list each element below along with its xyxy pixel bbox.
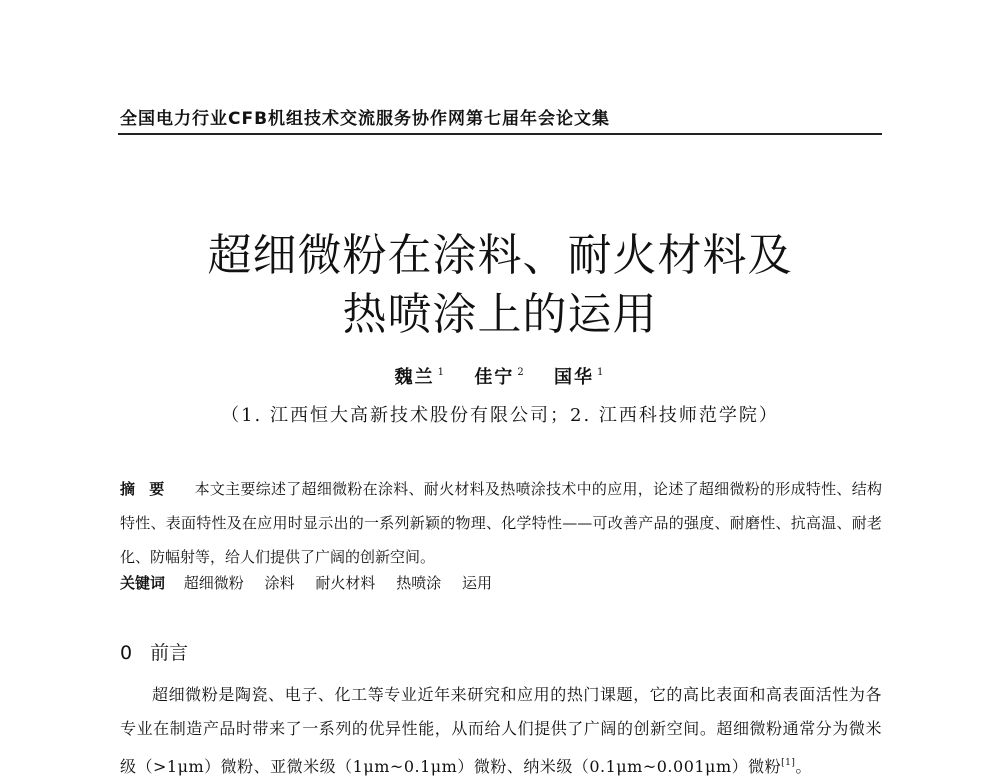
citation-ref: [1]	[781, 758, 796, 768]
author-name: 佳宁	[474, 367, 515, 388]
running-header: 全国电力行业CFB机组技术交流服务协作网第七届年会论文集	[120, 109, 611, 129]
author-affiliation-mark: 1	[437, 367, 447, 378]
author-affiliation-mark: 2	[517, 367, 526, 378]
keyword: 热喷涂	[396, 574, 442, 592]
affiliation: （1. 江西恒大高新技术股份有限公司；2. 江西科技师范学院）	[221, 405, 779, 426]
paper-title-line-1: 超细微粉在涂料、耐火材料及	[207, 230, 793, 281]
keyword: 涂料	[264, 574, 295, 592]
keywords	[120, 572, 882, 594]
abstract	[120, 472, 882, 574]
keyword: 运用	[461, 574, 492, 592]
author	[395, 367, 446, 388]
body-text: 超细微粉是陶瓷、电子、化工等专业近年来研究和应用的热门课题，它的高比表面和高表面活性为各专业在制造产品时带来了一系列的优异性能，从而给人们提供了广阔的创新空间。超细微粉通常分为微米级（>1μm）微粉、亚微米级（1μm~0.1μm）微粉、纳米级（0.1μm~0.001μm）微粉	[120, 685, 882, 776]
keyword: 超细微粉	[183, 574, 244, 592]
author-name: 魏兰	[394, 367, 435, 388]
author-affiliation-mark: 1	[596, 367, 606, 378]
author	[554, 367, 605, 388]
body-paragraph	[120, 678, 882, 784]
abstract-label: 摘要	[120, 480, 179, 498]
section-title: 前言	[150, 642, 189, 664]
author	[474, 367, 525, 388]
abstract-text: 本文主要综述了超细微粉在涂料、耐火材料及热喷涂技术中的应用，论述了超细微粉的形成特性、结构特性、表面特性及在应用时显示出的一系列新颖的物理、化学特性——可改善产品的强度、耐磨性、抗高温、耐老化、防幅射等，给人们提供了广阔的创新空间。	[120, 480, 882, 566]
paper-title-line-2: 热喷涂上的运用	[342, 289, 658, 340]
keyword: 耐火材料	[315, 574, 376, 592]
header-rule	[118, 133, 882, 135]
keywords-label: 关键词	[120, 574, 166, 592]
author-list	[0, 363, 1000, 389]
author-name: 国华	[553, 367, 594, 388]
section-heading	[120, 638, 188, 665]
body-text-tail: 。	[795, 757, 812, 776]
section-number: 0	[120, 642, 133, 664]
